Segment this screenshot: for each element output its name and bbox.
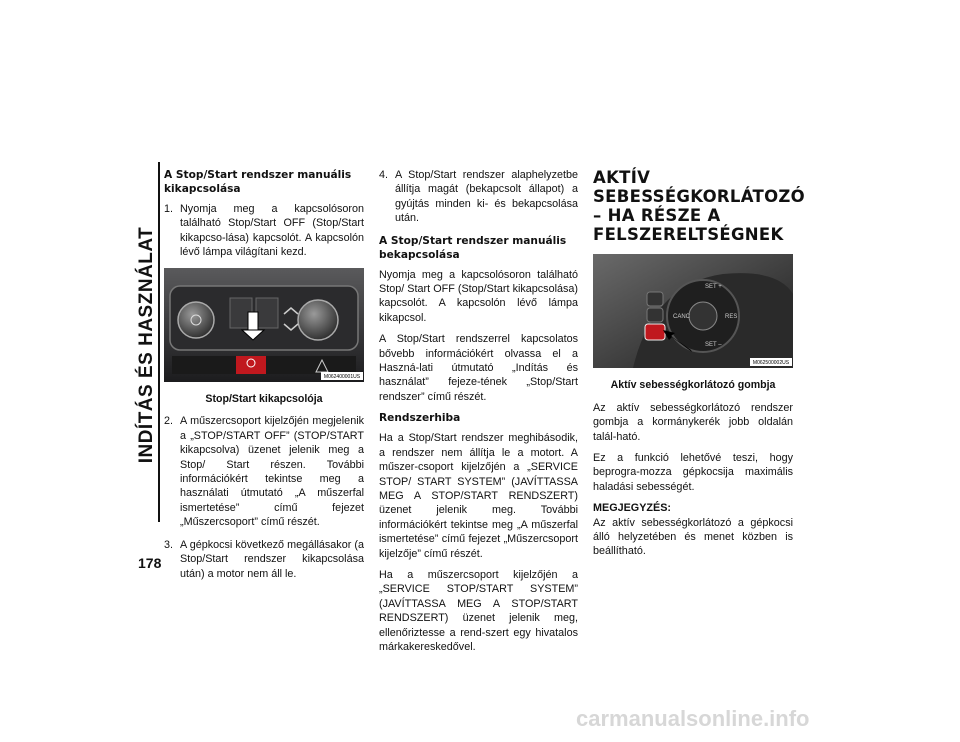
column-2 — [379, 168, 578, 661]
paragraph: A Stop/Start rendszerrel kapcsolatos bővebb információkért olvassa el a Haszná-lati útmutató „Indítás és használat” fejeze-tének „Stop/Start rendszer” című részét. — [379, 333, 578, 403]
steps-list-b — [164, 414, 364, 580]
figure-code: M062500002US — [752, 360, 790, 366]
side-divider — [158, 162, 160, 522]
heading-manual-off: A Stop/Start rendszer manuális kikapcsolása — [164, 169, 352, 195]
chapter-side-tab — [136, 160, 158, 530]
svg-text:SET –: SET – — [705, 342, 722, 348]
svg-text:SET +: SET + — [705, 284, 722, 290]
paragraph: Az aktív sebességkorlátozó rendszer gombja a kormánykerék jobb oldalán talál-ható. — [593, 401, 793, 443]
paragraph: Ez a funkció lehetővé teszi, hogy beprogra-mozza gépkocsija maximális haladási sebességét. — [593, 452, 793, 493]
stop-start-switch-image — [164, 268, 364, 382]
paragraph: Ha a Stop/Start rendszer meghibásodik, a rendszer nem állítja le a motort. A műszer-csoport kijelzőjén a „SERVICE STOP/ START SYSTEM” (JAVÍTTASSA MEG A STOP/START RENDSZERT) üzenet jelenik meg. További információkért tekintse meg „A műszerfal ismertetése” című fejezet „Műszercsoport kijelzője” című részét. — [379, 432, 578, 560]
note-title: MEGJEGYZÉS: — [593, 502, 671, 515]
steering-wheel-controls-image — [593, 254, 793, 368]
step-item: 1. Nyomja meg a kapcsolósoron található Stop/Start OFF (Stop/Start kikapcso-lása) kapcsolót. A kapcsolón lévő lámpa világítani kezd. — [164, 203, 364, 259]
column-3 — [593, 168, 805, 566]
step-item: 3. A gépkocsi következő megállásakor (a Stop/Start rendszer kikapcsolása után) a motor nem áll le. — [164, 538, 364, 580]
steps-list-c — [379, 168, 578, 226]
watermark: carmanualsonline.info — [576, 706, 810, 731]
speed-limiter-figure — [593, 254, 793, 372]
note-text: Az aktív sebességkorlátozó a gépkocsi álló helyzetében és menet közben is beállítható. — [593, 516, 793, 558]
stop-start-switch-figure — [164, 268, 364, 386]
svg-text:CANC: CANC — [673, 314, 691, 320]
section-title: AKTÍV SEBESSÉGKORLÁTOZÓ – HA RÉSZE A FELSZERELTSÉGNEK — [593, 168, 805, 244]
figure-code: M062400001US — [323, 373, 361, 380]
chapter-title: INDÍTÁS ÉS HASZNÁLAT — [136, 226, 157, 464]
column-1 — [164, 168, 364, 589]
figure-caption: Stop/Start kikapcsolója — [205, 393, 323, 406]
figure-caption: Aktív sebességkorlátozó gombja — [610, 379, 776, 392]
step-item: 2. A műszercsoport kijelzőjén megjelenik a „STOP/START OFF” (STOP/START kikapcsolva) üzenet jelenik meg a Stop/ Start részen. További információkért tekintse meg a használati útmutató „A műszerfal ismertetése” című fejezet „Műszercsoport” című részét. — [164, 415, 364, 529]
heading-manual-on: A Stop/Start rendszer manuális bekapcsolása — [379, 234, 567, 261]
page-number: 178 — [138, 555, 162, 571]
svg-text:RES: RES — [725, 314, 738, 320]
step-item: 4. A Stop/Start rendszer alaphelyzetbe állítja magát (bekapcsolt állapot) a gyújtás minden ki- és bekapcsolása után. — [379, 169, 578, 225]
paragraph: Ha a műszercsoport kijelzőjén a „SERVICE STOP/START SYSTEM” (JAVÍTTASSA MEG A STOP/START RENDSZERT) üzenet jelenik meg, ellenőriztesse a rend-szert egy hivatalos márkakereskedővel. — [379, 568, 578, 653]
heading-system-fault: Rendszerhiba — [379, 412, 461, 425]
steps-list-a — [164, 202, 364, 260]
paragraph: Nyomja meg a kapcsolósoron található Stop/ Start OFF (Stop/Start kikapcsolása) kapcsolót. A kapcsolón lévő lámpa kikapcsol. — [379, 268, 578, 324]
